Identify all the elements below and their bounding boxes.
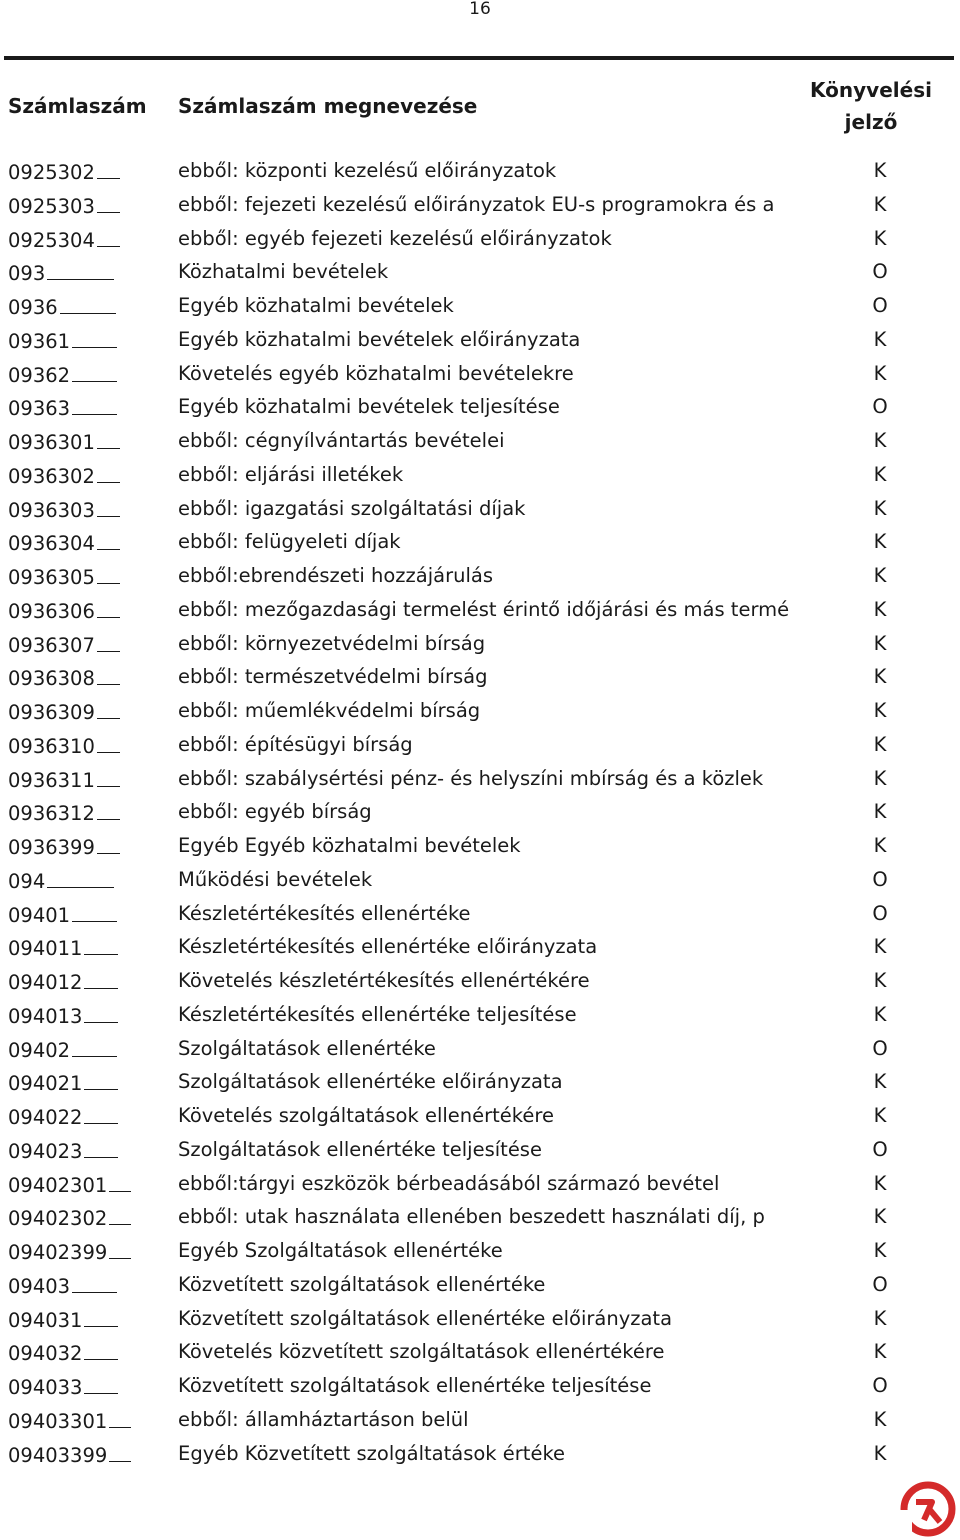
fill-in-line <box>97 664 120 685</box>
posting-flag: K <box>873 1171 887 1195</box>
fill-in-line <box>97 428 120 449</box>
account-number <box>8 226 120 254</box>
account-number <box>8 1407 131 1435</box>
account-number-text: 09402302 <box>8 1207 108 1231</box>
account-number <box>8 563 120 591</box>
account-number-text: 0936312 <box>8 802 95 826</box>
posting-flag: O <box>872 260 888 284</box>
account-number <box>8 1103 118 1131</box>
account-name: ebből: eljárási illetékek <box>178 462 404 486</box>
account-number-text: 09362 <box>8 363 71 387</box>
account-name: ebből: utak használata ellenében beszedett használati díj, p <box>178 1205 765 1229</box>
account-number-text: 094 <box>8 869 46 893</box>
fill-in-line <box>72 901 117 922</box>
fill-in-line <box>97 496 120 517</box>
fill-in-line <box>84 1339 118 1360</box>
table-row <box>0 1200 960 1234</box>
table-row <box>0 1234 960 1268</box>
account-number-text: 09403 <box>8 1274 71 1298</box>
posting-flag: K <box>873 327 887 351</box>
account-number-text: 0925302 <box>8 161 95 184</box>
fill-in-line <box>97 732 120 753</box>
account-number <box>8 192 120 220</box>
account-number <box>8 293 116 321</box>
account-name: Egyéb Egyéb közhatalmi bevételek <box>178 834 521 857</box>
posting-flag: K <box>873 429 887 452</box>
posting-flag: K <box>873 699 887 722</box>
fill-in-line <box>97 226 120 247</box>
account-number <box>8 428 120 456</box>
account-name: Szolgáltatások ellenértéke <box>178 1036 436 1060</box>
posting-flag: K <box>873 597 887 621</box>
account-number-text: 0936302 <box>8 464 95 488</box>
table-row <box>0 1403 960 1437</box>
table-row <box>0 154 960 188</box>
table-row <box>0 829 960 863</box>
fill-in-line <box>84 1306 118 1327</box>
account-number <box>8 158 120 186</box>
account-number <box>8 867 114 895</box>
table-row <box>0 1302 960 1336</box>
publisher-logo-icon <box>898 1480 958 1538</box>
account-name: Készletértékesítés ellenértéke <box>178 901 471 925</box>
account-number <box>8 833 120 861</box>
fill-in-line <box>97 563 120 584</box>
account-name: ebből: központi kezelésű előirányzatok <box>178 159 557 182</box>
posting-flag: O <box>872 294 888 317</box>
account-number-text: 094013 <box>8 1004 83 1028</box>
account-number-text: 09363 <box>8 397 71 421</box>
account-name: Működési bevételek <box>178 867 373 891</box>
account-number-text: 094032 <box>8 1342 83 1366</box>
table-row <box>0 390 960 424</box>
account-number <box>8 327 117 355</box>
fill-in-line <box>84 934 118 955</box>
fill-in-line <box>97 158 120 179</box>
account-name: Egyéb közhatalmi bevételek teljesítése <box>178 395 560 419</box>
account-name: Készletértékesítés ellenértéke teljesítése <box>178 1002 577 1026</box>
table-row <box>0 525 960 559</box>
page-number: 16 <box>469 0 491 19</box>
fill-in-line <box>97 698 120 719</box>
fill-in-line <box>60 293 116 314</box>
account-number <box>8 1441 131 1469</box>
fill-in-line <box>109 1204 131 1225</box>
account-number <box>8 259 114 287</box>
account-number <box>8 1069 118 1097</box>
account-number-text: 094033 <box>8 1376 83 1399</box>
header-account-name: Számlaszám megnevezése <box>178 94 478 118</box>
fill-in-line <box>109 1171 131 1192</box>
posting-flag: K <box>873 935 887 959</box>
header-posting-flag-line2: jelző <box>844 110 898 134</box>
table-row <box>0 458 960 492</box>
account-name: ebből: egyéb fejezeti kezelésű előirányzatok <box>178 226 612 250</box>
posting-flag: K <box>873 192 887 216</box>
table-row <box>0 559 960 593</box>
header-account-number: Számlaszám <box>8 94 147 118</box>
account-number <box>8 631 120 659</box>
account-number-text: 09403301 <box>8 1409 108 1433</box>
account-name: ebből: felügyeleti díjak <box>178 530 401 554</box>
posting-flag: K <box>873 1340 887 1364</box>
account-name: ebből: cégnyílvántartás bevételei <box>178 429 505 452</box>
account-name: ebből: mezőgazdasági termelést érintő időjárási és más termé <box>178 597 790 621</box>
table-row <box>0 1032 960 1066</box>
posting-flag: K <box>873 665 887 689</box>
account-name: Közvetített szolgáltatások ellenértéke <box>178 1272 546 1296</box>
table-row <box>0 1099 960 1133</box>
table-row <box>0 1437 960 1471</box>
account-number <box>8 664 120 692</box>
account-number <box>8 968 118 996</box>
posting-flag: O <box>872 1137 888 1161</box>
account-table <box>0 154 960 1470</box>
posting-flag: K <box>873 226 887 250</box>
table-row <box>0 863 960 897</box>
fill-in-line <box>97 462 120 483</box>
account-name: ebből:ebrendészeti hozzájárulás <box>178 564 493 587</box>
fill-in-line <box>109 1238 131 1259</box>
account-number-text: 0936301 <box>8 431 95 454</box>
fill-in-line <box>84 1002 118 1023</box>
fill-in-line <box>84 1373 118 1394</box>
posting-flag: K <box>873 766 887 790</box>
account-number-text: 0936304 <box>8 532 95 556</box>
account-name: Közhatalmi bevételek <box>178 260 389 284</box>
account-number-text: 0936399 <box>8 836 95 859</box>
account-number-text: 09402301 <box>8 1173 108 1197</box>
account-name: Követelés közvetített szolgáltatások ellenértékére <box>178 1340 665 1364</box>
table-row <box>0 897 960 931</box>
account-number-text: 0925304 <box>8 228 95 252</box>
account-name: ebből: fejezeti kezelésű előirányzatok EU-s programokra és a <box>178 192 775 216</box>
table-row <box>0 593 960 627</box>
account-number <box>8 934 118 962</box>
account-number-text: 0936311 <box>8 768 95 792</box>
table-row <box>0 762 960 796</box>
table-row <box>0 660 960 694</box>
posting-flag: K <box>873 361 887 385</box>
account-number-text: 0936309 <box>8 701 95 724</box>
account-number <box>8 1002 118 1030</box>
account-number-text: 094023 <box>8 1139 83 1163</box>
table-row <box>0 998 960 1032</box>
fill-in-line <box>97 631 120 652</box>
fill-in-line <box>84 1103 118 1124</box>
account-name: Egyéb Közvetített szolgáltatások értéke <box>178 1441 566 1465</box>
account-number-text: 094011 <box>8 937 83 961</box>
posting-flag: K <box>873 564 887 587</box>
fill-in-line <box>72 1272 117 1293</box>
table-row <box>0 1335 960 1369</box>
table-row <box>0 255 960 289</box>
fill-in-line <box>84 1069 118 1090</box>
account-name: Követelés szolgáltatások ellenértékére <box>178 1104 554 1127</box>
account-number-text: 09402399 <box>8 1241 108 1264</box>
account-name: Közvetített szolgáltatások ellenértéke előirányzata <box>178 1306 673 1330</box>
header-posting-flag <box>806 74 936 138</box>
fill-in-line <box>97 529 120 550</box>
account-number <box>8 732 120 760</box>
posting-flag: K <box>873 1070 887 1094</box>
fill-in-line <box>109 1407 131 1428</box>
account-number <box>8 766 120 794</box>
account-number-text: 09401 <box>8 903 71 927</box>
posting-flag: K <box>873 834 887 857</box>
account-number <box>8 1238 131 1266</box>
account-number <box>8 394 117 422</box>
account-number-text: 0936305 <box>8 566 95 589</box>
table-row <box>0 964 960 998</box>
account-name: Egyéb közhatalmi bevételek előirányzata <box>178 327 581 351</box>
account-name: Közvetített szolgáltatások ellenértéke teljesítése <box>178 1374 652 1397</box>
posting-flag: K <box>873 631 887 655</box>
account-number <box>8 1137 118 1165</box>
account-number-text: 094021 <box>8 1072 83 1096</box>
header-posting-flag-line1: Könyvelési <box>810 78 932 102</box>
posting-flag: O <box>872 901 888 925</box>
account-number <box>8 1171 131 1199</box>
account-number <box>8 1036 117 1064</box>
table-row <box>0 289 960 323</box>
account-number-text: 094022 <box>8 1106 83 1129</box>
fill-in-line <box>97 833 120 854</box>
table-row <box>0 323 960 357</box>
posting-flag: O <box>872 1374 888 1397</box>
table-row <box>0 188 960 222</box>
account-name: ebből: igazgatási szolgáltatási díjak <box>178 496 526 520</box>
account-number-text: 0936 <box>8 296 58 319</box>
account-name: ebből:tárgyi eszközök bérbeadásából származó bevétel <box>178 1171 720 1195</box>
account-number-text: 0936307 <box>8 633 95 657</box>
posting-flag: K <box>873 732 887 756</box>
account-name: Szolgáltatások ellenértéke teljesítése <box>178 1137 542 1161</box>
account-number <box>8 1204 131 1232</box>
account-number <box>8 361 117 389</box>
account-name: ebből: természetvédelmi bírság <box>178 665 488 689</box>
account-name: ebből: építésügyi bírság <box>178 732 413 756</box>
table-row <box>0 627 960 661</box>
fill-in-line <box>72 361 117 382</box>
account-name: ebből: államháztartáson belül <box>178 1407 469 1431</box>
fill-in-line <box>84 968 118 989</box>
table-row <box>0 694 960 728</box>
fill-in-line <box>84 1137 118 1158</box>
account-number <box>8 1339 118 1367</box>
account-number <box>8 901 117 929</box>
posting-flag: O <box>872 867 888 891</box>
account-number <box>8 1272 117 1300</box>
posting-flag: K <box>873 1239 887 1262</box>
posting-flag: K <box>873 1306 887 1330</box>
top-rule <box>4 56 954 60</box>
fill-in-line <box>72 1036 117 1057</box>
table-row <box>0 795 960 829</box>
account-number-text: 0936310 <box>8 734 95 758</box>
account-name: ebből: műemlékvédelmi bírság <box>178 699 481 722</box>
table-row <box>0 1167 960 1201</box>
fill-in-line <box>109 1441 131 1462</box>
table-row <box>0 1133 960 1167</box>
account-name: ebből: szabálysértési pénz- és helyszíni mbírság és a közlek <box>178 766 764 790</box>
posting-flag: K <box>873 800 887 824</box>
account-number <box>8 496 120 524</box>
account-name: ebből: egyéb bírság <box>178 800 372 824</box>
account-number-text: 094012 <box>8 971 83 994</box>
fill-in-line <box>47 867 114 888</box>
account-number <box>8 799 120 827</box>
account-name: Követelés egyéb közhatalmi bevételekre <box>178 361 574 385</box>
table-row <box>0 1065 960 1099</box>
table-row <box>0 728 960 762</box>
account-number-text: 0936308 <box>8 667 95 691</box>
account-number-text: 094031 <box>8 1308 83 1332</box>
posting-flag: K <box>873 1407 887 1431</box>
account-number <box>8 1306 118 1334</box>
posting-flag: K <box>873 1441 887 1465</box>
posting-flag: K <box>873 1205 887 1229</box>
fill-in-line <box>97 597 120 618</box>
posting-flag: K <box>873 530 887 554</box>
fill-in-line <box>47 259 114 280</box>
fill-in-line <box>97 799 120 820</box>
account-number <box>8 1373 118 1401</box>
table-row <box>0 1369 960 1403</box>
posting-flag: K <box>873 159 887 182</box>
account-number <box>8 529 120 557</box>
account-name: Készletértékesítés ellenértéke előirányzata <box>178 935 598 959</box>
account-number-text: 0925303 <box>8 194 95 218</box>
posting-flag: K <box>873 1002 887 1026</box>
posting-flag: K <box>873 969 887 992</box>
posting-flag: K <box>873 1104 887 1127</box>
posting-flag: O <box>872 395 888 419</box>
posting-flag: O <box>872 1036 888 1060</box>
table-row <box>0 222 960 256</box>
account-name: Követelés készletértékesítés ellenértékére <box>178 969 590 992</box>
account-name: ebből: környezetvédelmi bírság <box>178 631 486 655</box>
table-row <box>0 424 960 458</box>
account-number <box>8 597 120 625</box>
table-row <box>0 492 960 526</box>
posting-flag: O <box>872 1272 888 1296</box>
account-number-text: 0936303 <box>8 498 95 522</box>
posting-flag: K <box>873 462 887 486</box>
account-number-text: 09361 <box>8 329 71 353</box>
table-row <box>0 930 960 964</box>
account-name: Egyéb Szolgáltatások ellenértéke <box>178 1239 503 1262</box>
fill-in-line <box>72 327 117 348</box>
table-row <box>0 1268 960 1302</box>
table-row <box>0 357 960 391</box>
account-number-text: 09403399 <box>8 1443 108 1467</box>
fill-in-line <box>72 394 117 415</box>
fill-in-line <box>97 192 120 213</box>
account-name: Egyéb közhatalmi bevételek <box>178 294 454 317</box>
account-number <box>8 462 120 490</box>
posting-flag: K <box>873 496 887 520</box>
account-number-text: 093 <box>8 262 46 286</box>
fill-in-line <box>97 766 120 787</box>
account-name: Szolgáltatások ellenértéke előirányzata <box>178 1070 563 1094</box>
account-number-text: 09402 <box>8 1038 71 1062</box>
account-number <box>8 698 120 726</box>
account-number-text: 0936306 <box>8 599 95 623</box>
